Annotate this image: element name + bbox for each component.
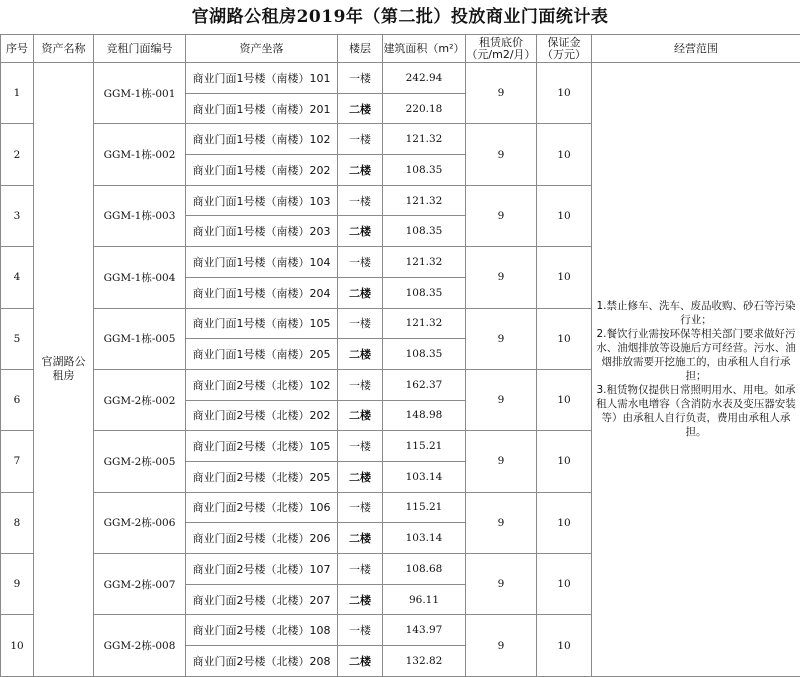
floor-cell: 一楼 xyxy=(338,369,383,400)
location-cell: 商业门面1号楼（南楼）205 xyxy=(186,339,338,370)
deposit-cell: 10 xyxy=(537,492,592,553)
area-cell: 220.18 xyxy=(383,93,466,124)
area-cell: 121.32 xyxy=(383,124,466,155)
seq-cell: 4 xyxy=(1,247,34,308)
deposit-cell: 10 xyxy=(537,247,592,308)
floor-cell: 二楼 xyxy=(338,155,383,186)
code-cell: GGM-1栋-004 xyxy=(94,247,186,308)
area-cell: 103.14 xyxy=(383,461,466,492)
area-cell: 148.98 xyxy=(383,400,466,431)
code-cell: GGM-1栋-001 xyxy=(94,63,186,124)
floor-cell: 一楼 xyxy=(338,492,383,523)
floor-cell: 一楼 xyxy=(338,124,383,155)
code-cell: GGM-1栋-002 xyxy=(94,124,186,185)
seq-cell: 1 xyxy=(1,63,34,124)
business-scope-cell xyxy=(592,63,800,677)
seq-cell: 10 xyxy=(1,615,34,676)
code-cell: GGM-1栋-003 xyxy=(94,185,186,246)
location-cell: 商业门面1号楼（南楼）103 xyxy=(186,185,338,216)
page-title: 官湖路公租房2019年（第二批）投放商业门面统计表 xyxy=(0,0,800,34)
table-row xyxy=(1,63,800,94)
price-cell: 9 xyxy=(466,63,537,124)
floor-cell: 二楼 xyxy=(338,646,383,677)
header-scope: 经营范围 xyxy=(592,35,800,63)
price-cell: 9 xyxy=(466,492,537,553)
header-area: 建筑面积（m²） xyxy=(383,35,466,63)
price-cell: 9 xyxy=(466,554,537,615)
code-cell: GGM-2栋-002 xyxy=(94,369,186,430)
code-cell: GGM-1栋-005 xyxy=(94,308,186,369)
price-cell: 9 xyxy=(466,185,537,246)
area-cell: 115.21 xyxy=(383,431,466,462)
location-cell: 商业门面2号楼（北楼）107 xyxy=(186,554,338,585)
floor-cell: 一楼 xyxy=(338,247,383,278)
price-cell: 9 xyxy=(466,615,537,676)
location-cell: 商业门面2号楼（北楼）105 xyxy=(186,431,338,462)
area-cell: 162.37 xyxy=(383,369,466,400)
location-cell: 商业门面1号楼（南楼）105 xyxy=(186,308,338,339)
location-cell: 商业门面1号楼（南楼）203 xyxy=(186,216,338,247)
area-cell: 108.35 xyxy=(383,277,466,308)
code-cell: GGM-2栋-008 xyxy=(94,615,186,676)
deposit-cell: 10 xyxy=(537,369,592,430)
floor-cell: 一楼 xyxy=(338,431,383,462)
floor-cell: 一楼 xyxy=(338,308,383,339)
deposit-cell: 10 xyxy=(537,124,592,185)
storefront-table xyxy=(0,34,800,677)
header-code: 竞租门面编号 xyxy=(94,35,186,63)
price-cell: 9 xyxy=(466,369,537,430)
code-cell: GGM-2栋-006 xyxy=(94,492,186,553)
floor-cell: 二楼 xyxy=(338,277,383,308)
business-scope-item: 3.租赁物仅提供日常照明用水、用电。如承租人需水电增容（含消防水表及变压器安装等）由承租人自行负责，费用由承租人承担。 xyxy=(596,383,796,439)
header-seq: 序号 xyxy=(1,35,34,63)
area-cell: 121.32 xyxy=(383,308,466,339)
deposit-cell: 10 xyxy=(537,615,592,676)
code-cell: GGM-2栋-007 xyxy=(94,554,186,615)
deposit-cell: 10 xyxy=(537,431,592,492)
location-cell: 商业门面1号楼（南楼）102 xyxy=(186,124,338,155)
location-cell: 商业门面1号楼（南楼）101 xyxy=(186,63,338,94)
floor-cell: 一楼 xyxy=(338,554,383,585)
deposit-cell: 10 xyxy=(537,185,592,246)
floor-cell: 二楼 xyxy=(338,523,383,554)
location-cell: 商业门面2号楼（北楼）108 xyxy=(186,615,338,646)
area-cell: 108.35 xyxy=(383,155,466,186)
deposit-cell: 10 xyxy=(537,308,592,369)
header-floor: 楼层 xyxy=(338,35,383,63)
seq-cell: 6 xyxy=(1,369,34,430)
area-cell: 115.21 xyxy=(383,492,466,523)
floor-cell: 二楼 xyxy=(338,93,383,124)
location-cell: 商业门面2号楼（北楼）106 xyxy=(186,492,338,523)
floor-cell: 二楼 xyxy=(338,339,383,370)
header-row xyxy=(1,35,800,63)
location-cell: 商业门面2号楼（北楼）205 xyxy=(186,461,338,492)
location-cell: 商业门面1号楼（南楼）202 xyxy=(186,155,338,186)
floor-cell: 一楼 xyxy=(338,615,383,646)
price-cell: 9 xyxy=(466,247,537,308)
seq-cell: 2 xyxy=(1,124,34,185)
seq-cell: 3 xyxy=(1,185,34,246)
deposit-cell: 10 xyxy=(537,554,592,615)
seq-cell: 8 xyxy=(1,492,34,553)
business-scope-item: 2.餐饮行业需按环保等相关部门要求做好污水、油烟排放等设施后方可经营。污水、油烟排放需要开挖施工的，由承租人自行承担； xyxy=(596,327,796,383)
location-cell: 商业门面1号楼（南楼）104 xyxy=(186,247,338,278)
location-cell: 商业门面1号楼（南楼）204 xyxy=(186,277,338,308)
location-cell: 商业门面2号楼（北楼）207 xyxy=(186,584,338,615)
price-cell: 9 xyxy=(466,308,537,369)
area-cell: 108.68 xyxy=(383,554,466,585)
area-cell: 132.82 xyxy=(383,646,466,677)
location-cell: 商业门面2号楼（北楼）208 xyxy=(186,646,338,677)
seq-cell: 7 xyxy=(1,431,34,492)
floor-cell: 二楼 xyxy=(338,216,383,247)
header-deposit: 保证金（万元） xyxy=(537,35,592,63)
asset-name-cell: 官湖路公租房 xyxy=(34,63,94,677)
code-cell: GGM-2栋-005 xyxy=(94,431,186,492)
header-location: 资产坐落 xyxy=(186,35,338,63)
floor-cell: 一楼 xyxy=(338,63,383,94)
seq-cell: 9 xyxy=(1,554,34,615)
floor-cell: 一楼 xyxy=(338,185,383,216)
area-cell: 143.97 xyxy=(383,615,466,646)
header-price: 租赁底价（元/m2/月） xyxy=(466,35,537,63)
location-cell: 商业门面2号楼（北楼）102 xyxy=(186,369,338,400)
business-scope-item: 1.禁止修车、洗车、废品收购、砂石等污染行业； xyxy=(596,299,796,327)
location-cell: 商业门面1号楼（南楼）201 xyxy=(186,93,338,124)
area-cell: 121.32 xyxy=(383,247,466,278)
header-asset-name: 资产名称 xyxy=(34,35,94,63)
location-cell: 商业门面2号楼（北楼）206 xyxy=(186,523,338,554)
floor-cell: 二楼 xyxy=(338,400,383,431)
area-cell: 103.14 xyxy=(383,523,466,554)
floor-cell: 二楼 xyxy=(338,461,383,492)
floor-cell: 二楼 xyxy=(338,584,383,615)
location-cell: 商业门面2号楼（北楼）202 xyxy=(186,400,338,431)
area-cell: 108.35 xyxy=(383,339,466,370)
price-cell: 9 xyxy=(466,124,537,185)
deposit-cell: 10 xyxy=(537,63,592,124)
table-body xyxy=(1,63,800,677)
seq-cell: 5 xyxy=(1,308,34,369)
area-cell: 108.35 xyxy=(383,216,466,247)
area-cell: 96.11 xyxy=(383,584,466,615)
price-cell: 9 xyxy=(466,431,537,492)
area-cell: 121.32 xyxy=(383,185,466,216)
area-cell: 242.94 xyxy=(383,63,466,94)
